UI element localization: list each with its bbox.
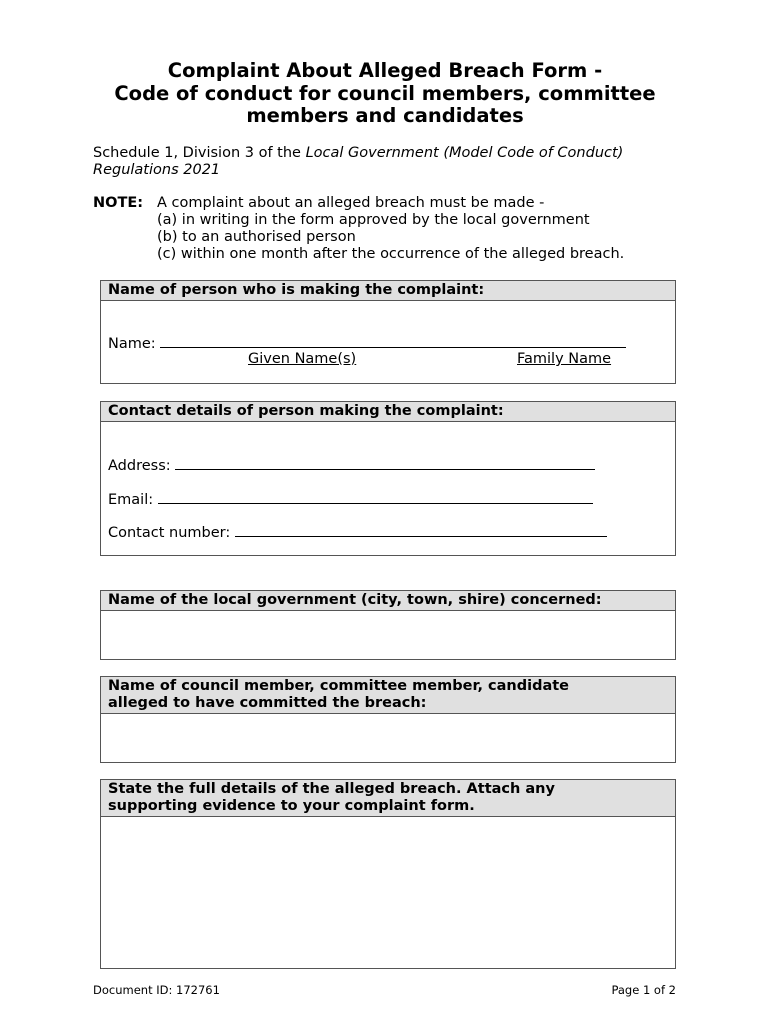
- respondent-header-line-1: Name of council member, committee member, candidate: [108, 678, 570, 694]
- contact-section-header: Contact details of person making the complaint:: [101, 402, 675, 422]
- email-input-line[interactable]: [158, 490, 593, 504]
- note-item-c: (c) within one month after the occurrence of the alleged breach.: [157, 246, 625, 262]
- family-name-caption: Family Name: [517, 351, 612, 367]
- breach-details-section-header: [101, 780, 675, 817]
- contact-section: [100, 401, 676, 556]
- contact-number-label: Contact number:: [108, 525, 231, 541]
- local-government-section: [100, 590, 676, 660]
- email-label: Email:: [108, 492, 154, 508]
- breach-details-section: [100, 779, 676, 969]
- form-title: [60, 60, 710, 128]
- contact-number-input-line[interactable]: [235, 523, 607, 537]
- title-line-1: Complaint About Alleged Breach Form -: [167, 59, 603, 82]
- schedule-reference: [93, 145, 693, 179]
- respondent-header-line-2: alleged to have committed the breach:: [108, 695, 427, 711]
- title-line-2: Code of conduct for council members, committee: [114, 81, 656, 105]
- schedule-prefix: Schedule 1, Division 3 of the: [93, 145, 306, 161]
- local-government-section-header: Name of the local government (city, town, shire) concerned:: [101, 591, 675, 611]
- given-name-caption: Given Name(s): [248, 351, 357, 367]
- email-field[interactable]: [108, 490, 593, 509]
- note-item-b: (b) to an authorised person: [157, 229, 356, 245]
- address-field[interactable]: [108, 456, 595, 475]
- schedule-regulation-name-1: Local Government (Model Code of Conduct): [305, 145, 624, 161]
- local-government-input-area[interactable]: [101, 611, 675, 661]
- note-label: NOTE:: [93, 195, 144, 211]
- page-number: Page 1 of 2: [611, 983, 676, 997]
- complainant-section: [100, 280, 676, 384]
- contact-number-field[interactable]: [108, 523, 607, 542]
- breach-details-header-line-1: State the full details of the alleged breach. Attach any: [108, 781, 555, 797]
- note-intro: A complaint about an alleged breach must be made -: [157, 195, 545, 211]
- breach-details-input-area[interactable]: [101, 817, 675, 969]
- respondent-section-header: [101, 677, 675, 714]
- respondent-section: [100, 676, 676, 763]
- breach-details-header-line-2: supporting evidence to your complaint form.: [108, 798, 475, 814]
- respondent-input-area[interactable]: [101, 714, 675, 764]
- address-input-line[interactable]: [175, 456, 595, 470]
- title-line-3: members and candidates: [246, 104, 524, 127]
- address-label: Address:: [108, 458, 171, 474]
- document-id: Document ID: 172761: [93, 983, 220, 997]
- name-input-line[interactable]: [160, 334, 626, 348]
- schedule-regulation-name-2: Regulations 2021: [93, 162, 221, 178]
- name-label: Name:: [108, 336, 156, 352]
- complainant-section-header: Name of person who is making the complaint:: [101, 281, 675, 301]
- note-item-a: (a) in writing in the form approved by the local government: [157, 212, 590, 228]
